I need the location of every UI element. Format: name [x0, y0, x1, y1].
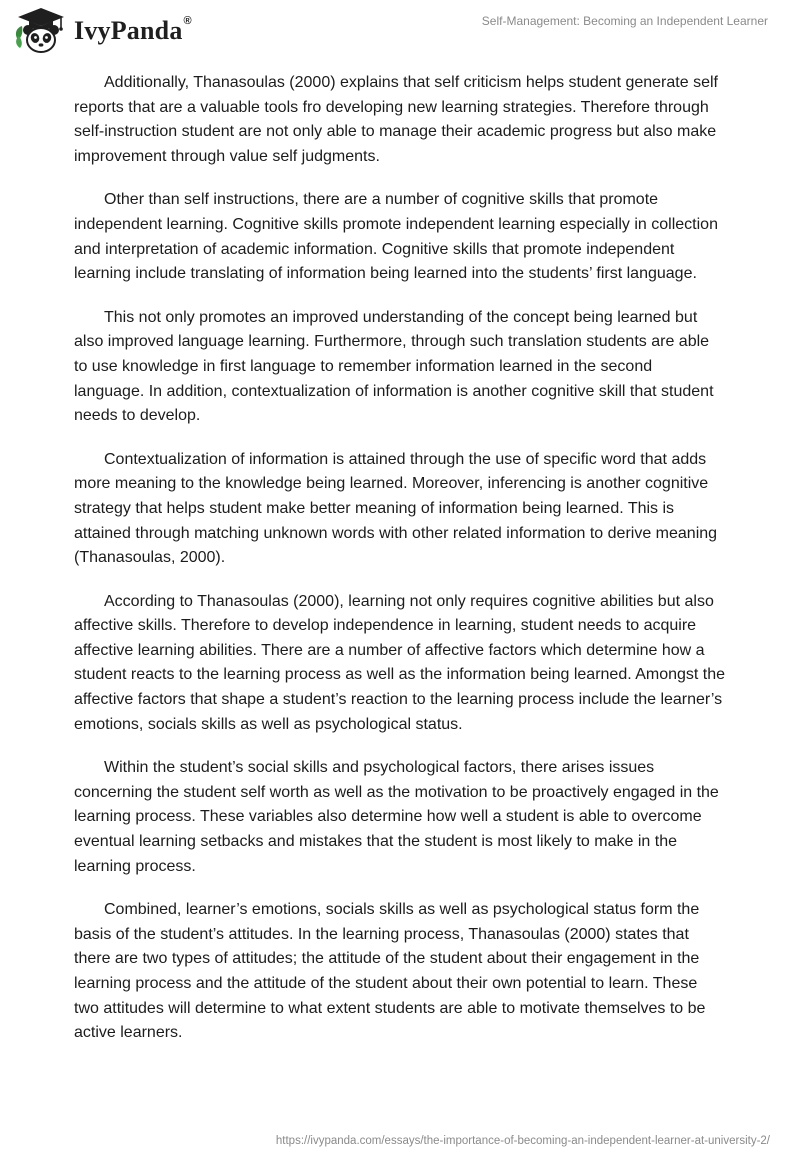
paragraph: Contextualization of information is attained through the use of specific word that adds more meaning to the knowledge being learned. Moreover, inferencing is another cognitive strategy that helps student make better meaning of information being learned. This is attained through matching unknown words with other related information to derive meaning (Thanasoulas, 2000).	[74, 450, 718, 567]
brand-name: IvyPanda®	[74, 15, 192, 45]
registered-mark: ®	[183, 15, 192, 27]
page-header	[0, 0, 800, 60]
panda-graduate-icon	[14, 6, 68, 56]
paragraph: Additionally, Thanasoulas (2000) explains that self criticism helps student generate self reports that are a valuable tools fro developing new learning strategies. Therefore through self-instruction student are not only able to manage their academic progress but also make improvement through value self judgments.	[74, 74, 718, 165]
source-url-link[interactable]: https://ivypanda.com/essays/the-importance-of-becoming-an-independent-learner-at-university-2/	[275, 1135, 770, 1147]
document-title: Self-Management: Becoming an Independent Learner	[481, 14, 768, 28]
paragraph: Other than self instructions, there are a number of cognitive skills that promote independent learning. Cognitive skills promote independent learning especially in collection and interpretation of academic information. Cognitive skills that promote independent learning include translating of information being learned into the students’ first language.	[74, 191, 718, 283]
paragraph: Within the student’s social skills and psychological factors, there arises issues concerning the student self worth as well as the motivation to be proactively engaged in the learning process. These variables also determine how well a student is able to overcome eventual learning setbacks and mistakes that the student is most likely to make in the learning process.	[74, 759, 719, 875]
ivypanda-logo[interactable]	[14, 6, 192, 56]
paragraph: According to Thanasoulas (2000), learning not only requires cognitive abilities but also affective skills. Therefore to develop independence in learning, student needs to acquire affective learning abilities. There are a number of affective factors which determine how a student reacts to the learning process as well as the information being learned. Amongst the affective factors that shape a student’s reaction to the learning process include the learner’s emotions, socials skills as well as psychological status.	[74, 592, 726, 733]
paragraph: This not only promotes an improved understanding of the concept being learned but also improved language learning. Furthermore, through such translation students are able to use knowledge in first language to remember information learned in the second language. In addition, contextualization of information is another cognitive skill that student needs to develop.	[74, 308, 714, 425]
paragraph: Combined, learner’s emotions, socials skills as well as psychological status form the basis of the student’s attitudes. In the learning process, Thanasoulas (2000) states that there are two types of attitudes; the attitude of the student about their engagement in the learning process and the attitude of the student about their own potential to learn. These two attitudes will determine to what extent students are able to motivate themselves to be active learners.	[74, 901, 706, 1042]
article-body	[74, 71, 726, 1065]
